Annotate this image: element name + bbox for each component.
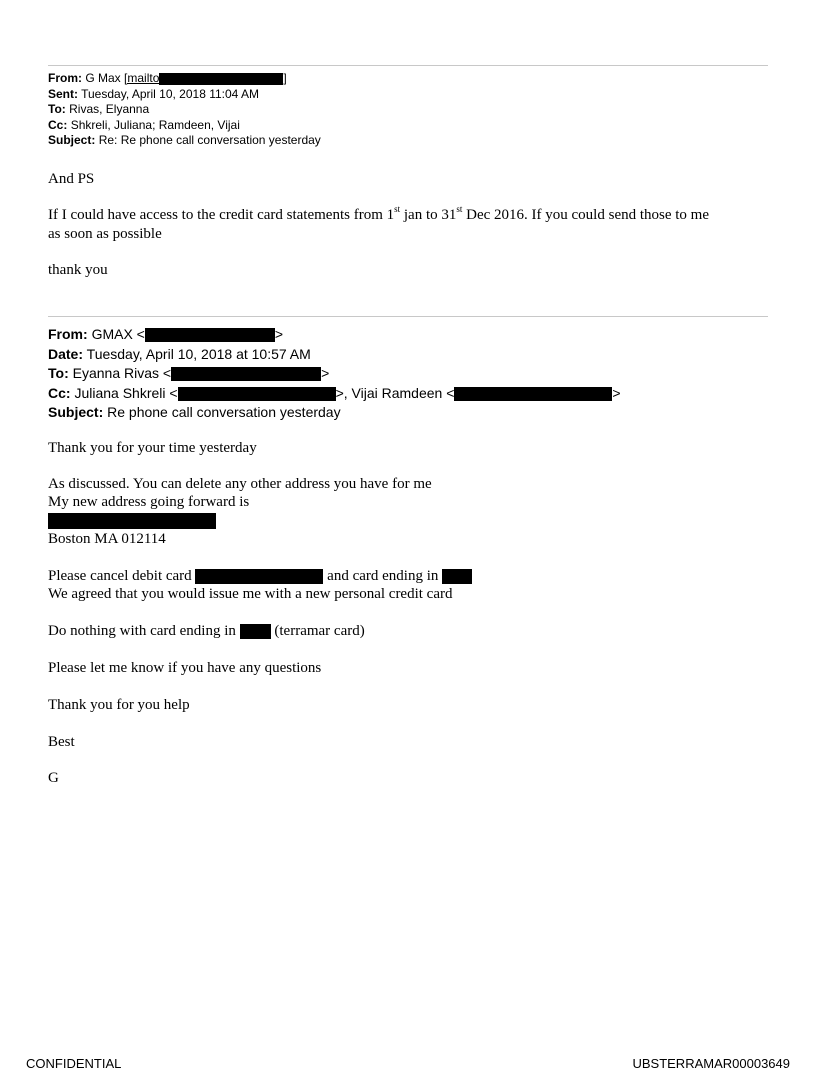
from-name: G Max <box>85 71 121 85</box>
email1-paragraph-line2: as soon as possible <box>48 226 162 242</box>
cc-close: > <box>612 384 621 401</box>
para-text-1: If I could have access to the credit card statements from 1 <box>48 207 395 223</box>
email2-date-row <box>48 345 621 365</box>
cancel-text-1: Please cancel debit card <box>48 568 196 584</box>
email2-discussed: As discussed. You can delete any other address you have for me <box>48 476 432 492</box>
email2-to-row <box>48 364 621 384</box>
email2-header <box>48 325 621 423</box>
email2-subject-row <box>48 403 621 423</box>
mailto-prefix: [mailto <box>124 71 160 85</box>
redacted-street-address <box>48 513 216 529</box>
cc-value-1: Juliana Shkreli < <box>74 384 178 401</box>
top-divider <box>48 65 768 66</box>
middle-divider <box>48 316 768 317</box>
redacted-email <box>145 328 275 342</box>
nothing-text-2: (terramar card) <box>270 623 365 639</box>
email2-cancel-line <box>48 567 472 585</box>
subject-value: Re phone call conversation yesterday <box>107 404 341 420</box>
date-label: Date: <box>48 345 84 362</box>
para-text-2: jan to 31 <box>400 207 457 223</box>
cancel-text-2: and card ending in <box>323 568 443 584</box>
subject-label: Subject: <box>48 133 96 147</box>
redacted-card-digits <box>442 569 472 584</box>
cc-value-2: >, Vijai Ramdeen < <box>335 384 455 401</box>
from-label: From: <box>48 326 88 342</box>
subject-value: Re: Re phone call conversation yesterday <box>98 133 321 147</box>
redacted-email <box>159 73 283 85</box>
email2-cc-row <box>48 384 621 404</box>
email1-paragraph <box>48 206 709 224</box>
email2-thank-help: Thank you for you help <box>48 697 190 713</box>
email2-signature: G <box>48 770 59 786</box>
para-text-3: Dec 2016. If you could send those to me <box>462 207 710 223</box>
ordinal-suffix: st <box>394 204 401 214</box>
email1-to-row <box>48 102 321 118</box>
bates-number: UBSTERRAMAR00003649 <box>632 1056 790 1071</box>
redacted-email <box>454 387 612 401</box>
email1-subject-row <box>48 133 321 149</box>
cc-label: Cc: <box>48 117 68 132</box>
to-close: > <box>321 365 330 381</box>
redacted-email <box>178 387 336 401</box>
email2-questions: Please let me know if you have any questions <box>48 660 322 676</box>
redacted-email <box>171 367 321 381</box>
from-value: GMAX < <box>91 326 145 342</box>
cc-label: Cc: <box>48 384 71 401</box>
date-value: Tuesday, April 10, 2018 at 10:57 AM <box>86 345 311 362</box>
to-label: To: <box>48 102 66 116</box>
email2-thanks: Thank you for your time yesterday <box>48 440 257 456</box>
cc-value: Shkreli, Juliana; Ramdeen, Vijai <box>70 117 240 132</box>
mailto-link[interactable] <box>124 71 287 85</box>
from-label: From: <box>48 71 82 85</box>
mailto-suffix: ] <box>283 71 287 85</box>
email2-from-row <box>48 325 621 345</box>
email1-sent-row <box>48 87 321 103</box>
confidential-label: CONFIDENTIAL <box>26 1056 122 1071</box>
email2-new-address: My new address going forward is <box>48 494 250 510</box>
email2-agreed: We agreed that you would issue me with a new personal credit card <box>48 586 453 602</box>
email2-nothing-line <box>48 622 365 640</box>
to-value: Rivas, Elyanna <box>69 102 150 116</box>
redacted-card-digits <box>240 624 271 639</box>
email2-city: Boston MA 012114 <box>48 531 166 547</box>
email1-from-row <box>48 71 321 87</box>
email1-header <box>48 71 321 149</box>
sent-value: Tuesday, April 10, 2018 11:04 AM <box>81 86 260 101</box>
ordinal-suffix: st <box>456 204 463 214</box>
nothing-text-1: Do nothing with card ending in <box>48 623 240 639</box>
email1-cc-row <box>48 118 321 134</box>
from-close: > <box>274 326 284 342</box>
email1-closing: thank you <box>48 262 108 278</box>
email2-best: Best <box>48 734 75 750</box>
to-value: Eyanna Rivas < <box>72 365 172 381</box>
sent-label: Sent: <box>48 86 78 101</box>
subject-label: Subject: <box>48 404 104 420</box>
to-label: To: <box>48 365 69 381</box>
redacted-card-number <box>195 569 323 584</box>
email1-greeting: And PS <box>48 171 95 187</box>
